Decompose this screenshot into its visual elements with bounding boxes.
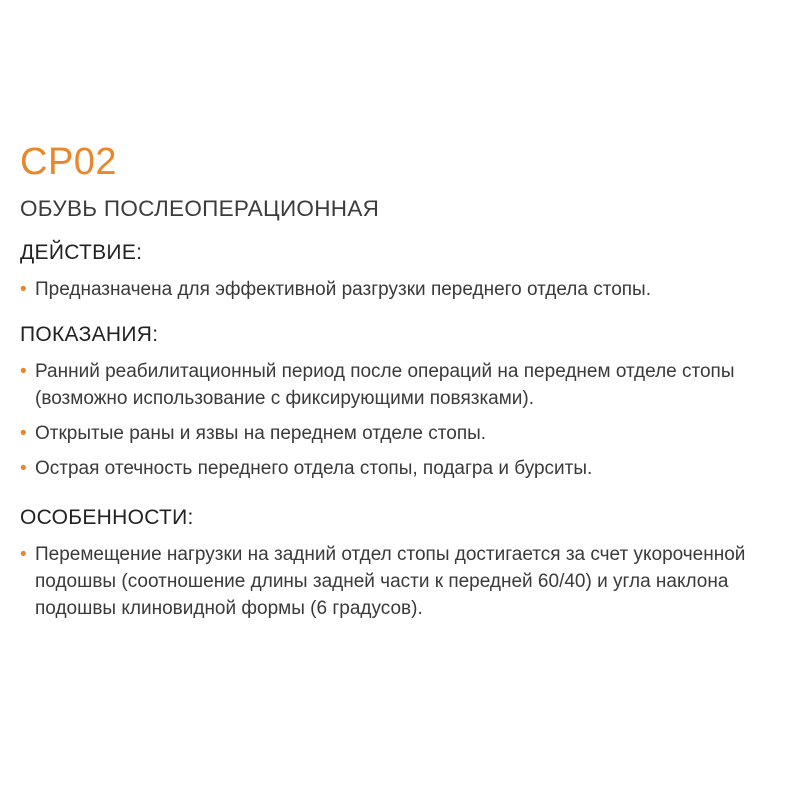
bullet-icon: • [20,544,27,565]
bullet-icon: • [20,361,27,382]
section-heading: ОСОБЕННОСТИ: [20,506,194,529]
list-item [20,420,790,447]
list-item [20,276,790,303]
list-item [20,541,790,622]
section-heading: ПОКАЗАНИЯ: [20,323,159,346]
section-features [20,503,790,622]
section-indications [20,320,790,482]
bullet-icon: • [20,279,27,300]
list-item [20,358,790,412]
bullet-icon: • [20,423,27,444]
list-item-text: Предназначена для эффективной разгрузки переднего отдела стопы. [35,279,651,300]
product-code: CP02 [20,141,118,183]
product-sheet [20,140,790,639]
section-heading: ДЕЙСТВИЕ: [20,241,143,264]
bullet-list [20,541,790,622]
list-item [20,455,790,482]
list-item-text: Острая отечность переднего отдела стопы, подагра и бурситы. [35,458,593,479]
section-action [20,238,790,303]
list-item-text: Открытые раны и язвы на переднем отделе стопы. [35,423,487,444]
list-item-text: Перемещение нагрузки на задний отдел стопы достигается за счет укороченной подошвы (соотношение длины задней части к передней 60/40) и угла наклона подошвы клиновидной формы (6 градусов). [35,544,746,619]
list-item-text: Ранний реабилитационный период после операций на переднем отделе стопы (возможно использование с фиксирующими повязками). [35,361,735,409]
bullet-icon: • [20,458,27,479]
bullet-list [20,276,790,303]
bullet-list [20,358,790,482]
product-title: ОБУВЬ ПОСЛЕОПЕРАЦИОННАЯ [20,196,380,221]
